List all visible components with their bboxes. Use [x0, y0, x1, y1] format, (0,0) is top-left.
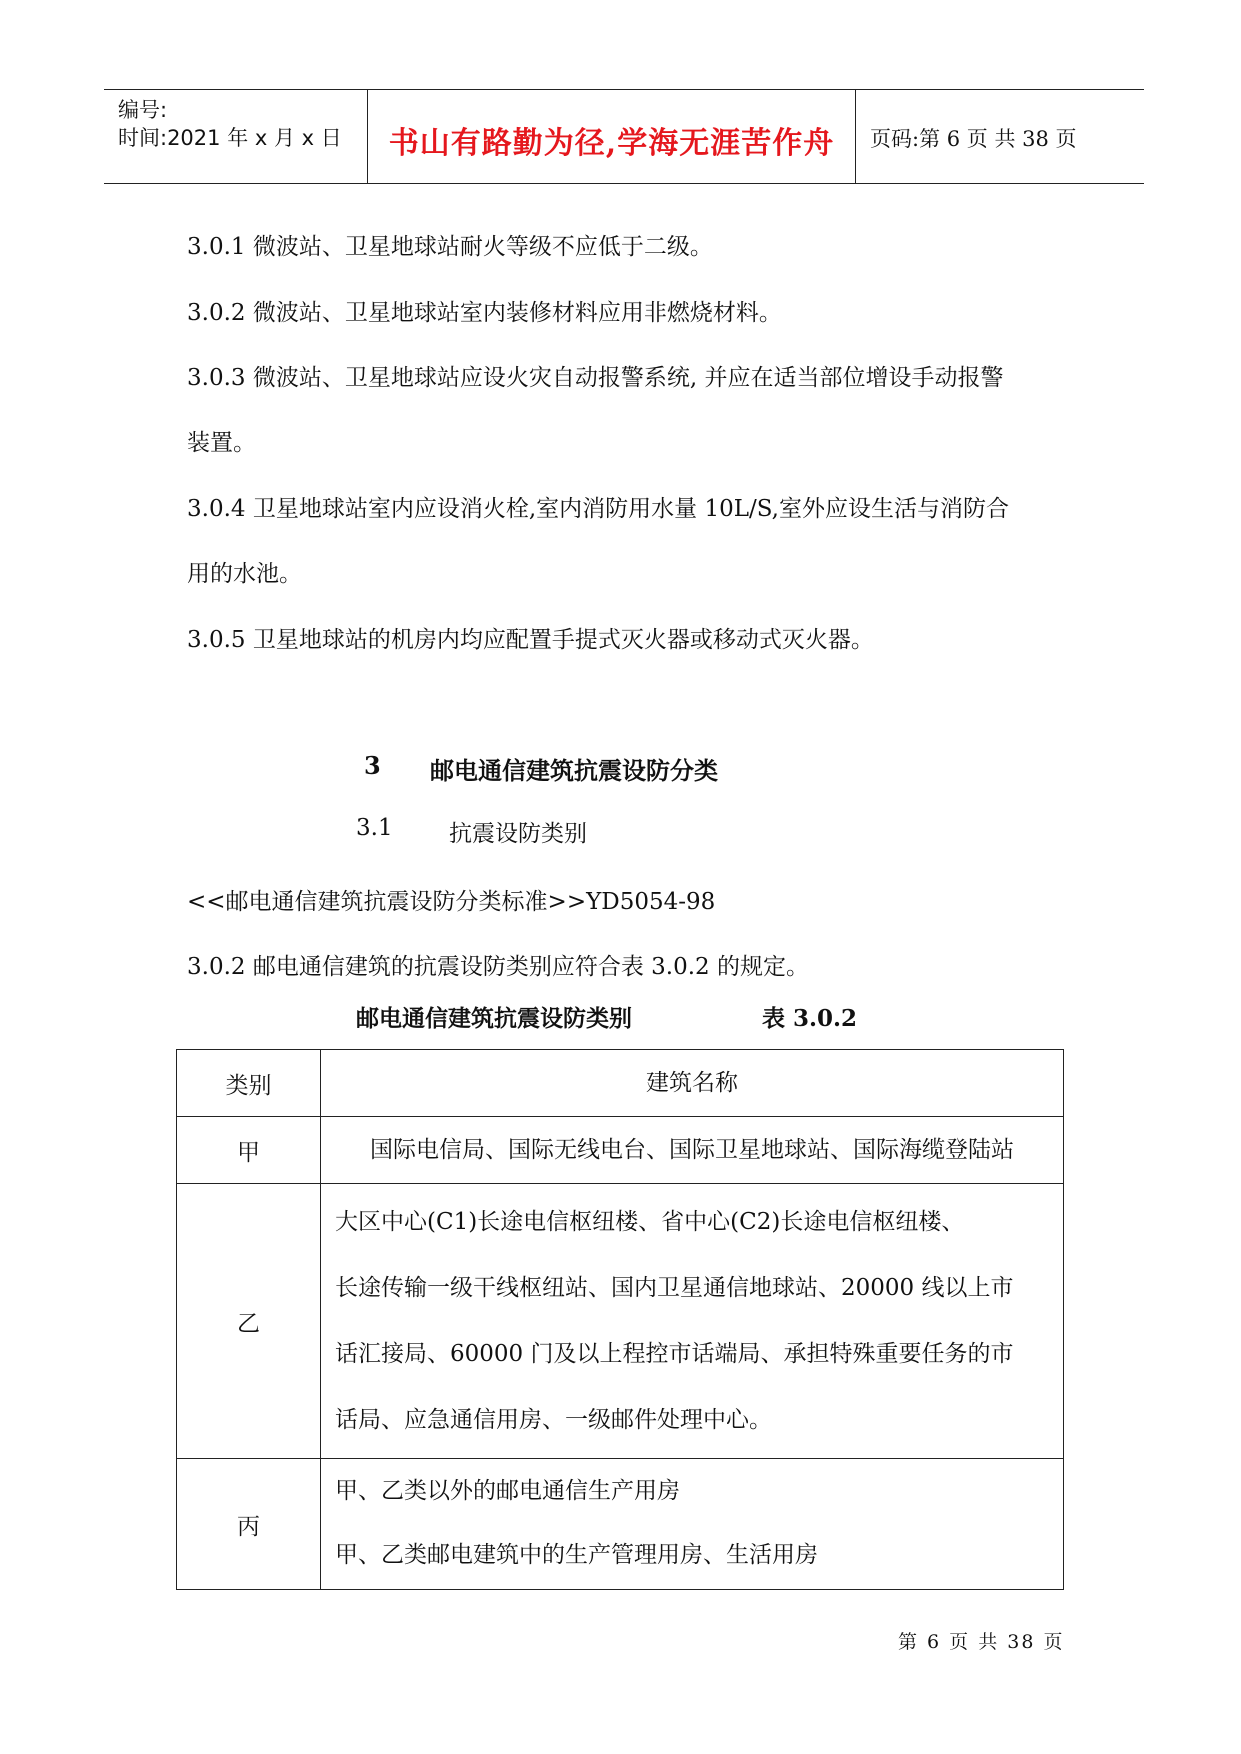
header-page-cell	[856, 90, 1144, 183]
page-header	[104, 89, 1144, 184]
building-line: 话局、应急通信用房、一级邮件处理中心。	[335, 1407, 772, 1433]
building-line: 甲、乙类以外的邮电通信生产用房	[335, 1478, 680, 1504]
seismic-category-table	[176, 1049, 1064, 1590]
header-category: 类别	[177, 1050, 321, 1117]
motto-text: 书山有路勤为径,学海无涯苦作舟	[388, 126, 835, 161]
page-footer: 第 6 页 共 38 页	[898, 1631, 1065, 1653]
table-row	[177, 1459, 1064, 1590]
header-motto-cell	[368, 90, 856, 183]
table-caption: 邮电通信建筑抗震设防类别	[356, 1005, 632, 1032]
table-header-row	[177, 1050, 1064, 1117]
table-row	[177, 1184, 1064, 1459]
paragraph-3-0-4-cont: 用的水池。	[187, 561, 302, 587]
category-cell: 丙	[177, 1459, 321, 1590]
header-info	[104, 90, 368, 183]
building-cell	[321, 1117, 1064, 1184]
table-number: 表 3.0.2	[762, 1005, 858, 1032]
category-cell: 甲	[177, 1117, 321, 1184]
document-time-label: 时间:2021 年 x 月 x 日	[118, 126, 342, 150]
table-row	[177, 1117, 1064, 1184]
subsection-title: 抗震设防类别	[449, 821, 587, 847]
section-title: 邮电通信建筑抗震设防分类	[430, 756, 718, 785]
page-number-label: 页码:第 6 页 共 38 页	[870, 127, 1077, 151]
clause-3-0-2: 3.0.2 邮电通信建筑的抗震设防类别应符合表 3.0.2 的规定。	[187, 954, 809, 980]
building-line: 话汇接局、60000 门及以上程控市话端局、承担特殊重要任务的市	[335, 1341, 1014, 1367]
building-line: 国际电信局、国际无线电台、国际卫星地球站、国际海缆登陆站	[370, 1137, 1014, 1163]
document-number-label: 编号:	[118, 98, 168, 122]
paragraph-3-0-4: 3.0.4 卫星地球站室内应设消火栓,室内消防用水量 10L/S,室外应设生活与消防合	[187, 496, 1009, 522]
building-cell	[321, 1184, 1064, 1459]
building-line: 甲、乙类邮电建筑中的生产管理用房、生活用房	[335, 1542, 818, 1568]
section-number: 3	[364, 751, 381, 780]
paragraph-3-0-1: 3.0.1 微波站、卫星地球站耐火等级不应低于二级。	[187, 234, 713, 260]
paragraph-3-0-3: 3.0.3 微波站、卫星地球站应设火灾自动报警系统, 并应在适当部位增设手动报警	[187, 365, 1004, 391]
building-line: 长途传输一级干线枢纽站、国内卫星通信地球站、20000 线以上市	[335, 1275, 1014, 1301]
standard-reference: <<邮电通信建筑抗震设防分类标准>>YD5054-98	[187, 889, 716, 915]
subsection-number: 3.1	[356, 815, 393, 841]
paragraph-3-0-5: 3.0.5 卫星地球站的机房内均应配置手提式灭火器或移动式灭火器。	[187, 627, 874, 653]
building-line: 大区中心(C1)长途电信枢纽楼、省中心(C2)长途电信枢纽楼、	[335, 1209, 965, 1235]
paragraph-3-0-2: 3.0.2 微波站、卫星地球站室内装修材料应用非燃烧材料。	[187, 300, 782, 326]
header-building-name: 建筑名称	[321, 1050, 1064, 1117]
building-cell	[321, 1459, 1064, 1590]
paragraph-3-0-3-cont: 装置。	[187, 430, 256, 456]
category-cell: 乙	[177, 1184, 321, 1459]
